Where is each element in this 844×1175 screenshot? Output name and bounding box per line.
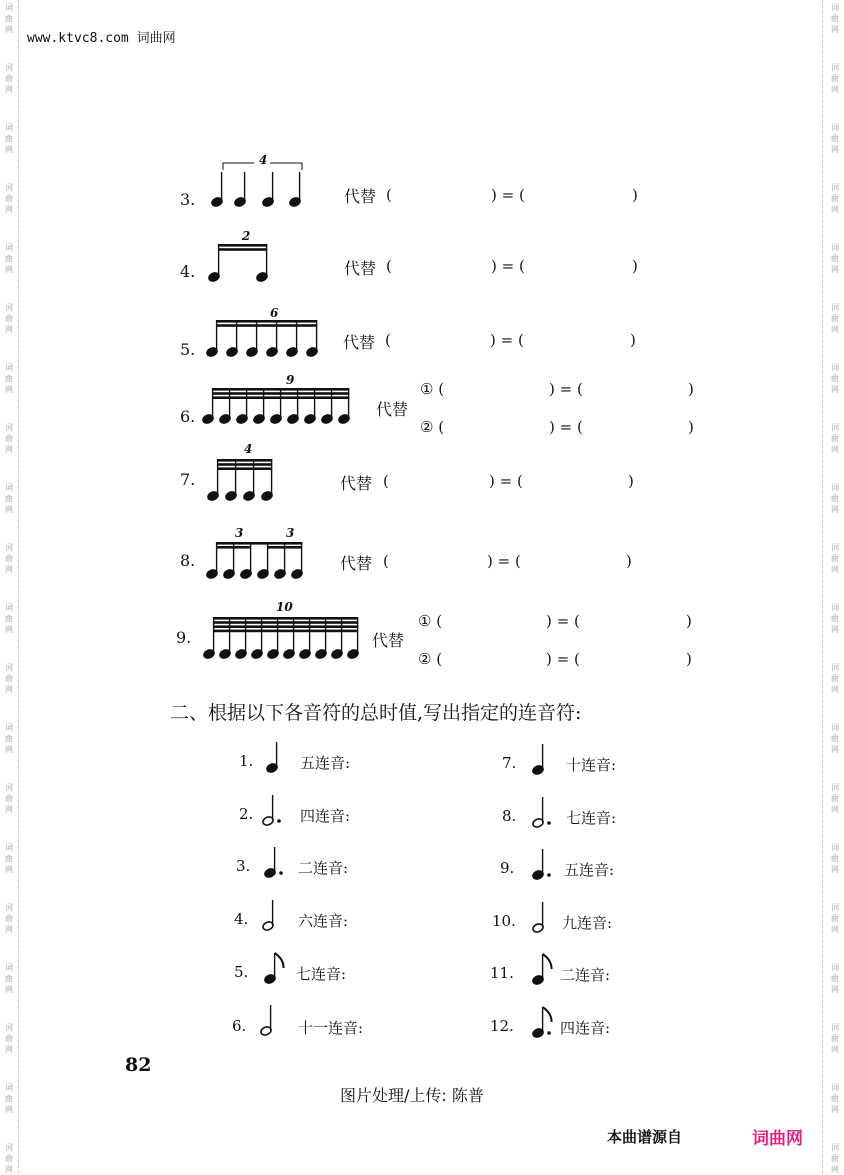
item-text: 四连音: bbox=[560, 1019, 611, 1037]
watermark-text: 词 曲 网 bbox=[5, 123, 13, 154]
note-beam bbox=[213, 621, 358, 624]
replace-label: 代替 bbox=[340, 554, 373, 573]
tuplet-number: 4 bbox=[244, 442, 253, 456]
watermark-text: 词 曲 网 bbox=[5, 63, 13, 94]
watermark-text: 词 曲 网 bbox=[831, 843, 839, 874]
watermark-text: 词 曲 网 bbox=[5, 663, 13, 694]
item-text: 十连音: bbox=[566, 756, 617, 774]
item-text: 十一连音: bbox=[298, 1019, 364, 1037]
note-beam bbox=[217, 463, 272, 466]
paren-close: ) bbox=[686, 650, 692, 668]
watermark-text: 词 曲 网 bbox=[831, 1083, 839, 1114]
note-beam bbox=[216, 546, 250, 549]
note-beam bbox=[213, 630, 358, 633]
paren-equals: ) = ( bbox=[491, 186, 525, 204]
watermark-text: 词 曲 网 bbox=[831, 723, 839, 754]
tuplet-number: 10 bbox=[276, 600, 293, 614]
watermark-text: 词 曲 网 bbox=[831, 63, 839, 94]
paren-open: ( bbox=[385, 331, 391, 349]
watermark-text: 词 曲 网 bbox=[831, 3, 839, 34]
paren-close: ) bbox=[686, 612, 692, 630]
watermark-text: 词 曲 网 bbox=[831, 183, 839, 214]
note-flag bbox=[543, 954, 552, 969]
row-number: 8. bbox=[180, 551, 196, 570]
item-number: 6. bbox=[232, 1017, 247, 1035]
watermark-text: 词 曲 网 bbox=[5, 243, 13, 274]
watermark-text: 词 曲 网 bbox=[831, 423, 839, 454]
watermark-text: 词 曲 网 bbox=[5, 963, 13, 994]
watermark-text: 词 曲 网 bbox=[831, 963, 839, 994]
replace-label: 代替 bbox=[344, 259, 377, 278]
paren-equals: ) = ( bbox=[549, 418, 583, 436]
paren-open: ① ( bbox=[418, 612, 443, 630]
note-beam bbox=[212, 392, 349, 395]
item-text: 九连音: bbox=[562, 914, 613, 932]
paren-equals: ) = ( bbox=[549, 380, 583, 398]
item-text: 四连音: bbox=[300, 807, 351, 825]
brand-logo-text: 词曲网 bbox=[752, 1129, 803, 1149]
note-dot bbox=[279, 871, 283, 875]
watermark-text: 词 曲 网 bbox=[5, 603, 13, 634]
watermark-text: 词 曲 网 bbox=[831, 363, 839, 394]
note-flag bbox=[275, 953, 284, 968]
item-text: 五连音: bbox=[300, 754, 351, 772]
note-dot bbox=[547, 873, 551, 877]
replace-label: 代替 bbox=[344, 187, 377, 206]
replace-label: 代替 bbox=[343, 333, 376, 352]
note-beam bbox=[216, 324, 317, 327]
item-number: 10. bbox=[492, 912, 516, 930]
paren-open: ( bbox=[386, 257, 392, 275]
note-beam bbox=[216, 542, 302, 545]
watermark-text: 词 曲 网 bbox=[5, 543, 13, 574]
row-number: 6. bbox=[180, 407, 196, 426]
paren-open: ① ( bbox=[420, 380, 445, 398]
watermark-text: 词 曲 网 bbox=[5, 1083, 13, 1114]
note-beam bbox=[213, 617, 358, 620]
tuplet-number: 2 bbox=[242, 229, 251, 243]
watermark-text: 词 曲 网 bbox=[5, 783, 13, 814]
watermark-text: 词 曲 网 bbox=[831, 903, 839, 934]
item-text: 二连音: bbox=[560, 966, 611, 984]
watermark-text: 词 曲 网 bbox=[831, 603, 839, 634]
watermark-text: 词 曲 网 bbox=[831, 663, 839, 694]
tuplet-number: 6 bbox=[270, 306, 279, 320]
replace-label: 代替 bbox=[340, 474, 373, 493]
paren-equals: ) = ( bbox=[546, 650, 580, 668]
item-number: 12. bbox=[490, 1017, 514, 1035]
note-beam bbox=[216, 320, 317, 323]
note-dot bbox=[277, 819, 281, 823]
row-number: 4. bbox=[180, 262, 196, 281]
note-beam bbox=[212, 388, 349, 391]
site-url: www.ktvc8.com 词曲网 bbox=[27, 31, 176, 46]
section-2-title: 二、根据以下各音符的总时值,写出指定的连音符: bbox=[170, 702, 582, 724]
watermark-text: 词 曲 网 bbox=[5, 483, 13, 514]
watermark-text: 词 曲 网 bbox=[831, 483, 839, 514]
note-beam bbox=[213, 625, 358, 628]
paren-close: ) bbox=[630, 331, 636, 349]
watermark-text: 词 曲 网 bbox=[5, 3, 13, 34]
watermark-text: 词 曲 网 bbox=[5, 903, 13, 934]
tuplet-bracket bbox=[270, 163, 302, 170]
watermark-text: 词 曲 网 bbox=[831, 123, 839, 154]
item-number: 2. bbox=[239, 805, 254, 823]
item-number: 5. bbox=[234, 963, 249, 981]
item-text: 二连音: bbox=[298, 859, 349, 877]
paren-equals: ) = ( bbox=[490, 331, 524, 349]
paren-equals: ) = ( bbox=[489, 472, 523, 490]
item-text: 六连音: bbox=[298, 912, 349, 930]
item-number: 4. bbox=[234, 910, 249, 928]
item-number: 1. bbox=[239, 752, 254, 770]
page-number: 82 bbox=[125, 1054, 152, 1076]
paren-close: ) bbox=[632, 186, 638, 204]
watermark-text: 词 曲 网 bbox=[831, 1023, 839, 1054]
note-beam bbox=[212, 396, 349, 399]
watermark-text: 词 曲 网 bbox=[831, 543, 839, 574]
note-beam bbox=[217, 467, 272, 470]
note-beam bbox=[217, 459, 272, 462]
tuplet-number: 4 bbox=[259, 153, 268, 167]
watermark-text: 词 曲 网 bbox=[831, 243, 839, 274]
source-label: 本曲谱源自 bbox=[607, 1128, 683, 1146]
paren-close: ) bbox=[688, 418, 694, 436]
note-dot bbox=[547, 821, 551, 825]
row-number: 9. bbox=[176, 628, 192, 647]
item-number: 7. bbox=[502, 754, 517, 772]
tuplet-number-2: 3 bbox=[286, 526, 295, 540]
watermark-text: 词 曲 网 bbox=[831, 783, 839, 814]
item-text: 七连音: bbox=[296, 965, 347, 983]
note-beam bbox=[218, 244, 267, 247]
paren-open: ( bbox=[383, 472, 389, 490]
watermark-text: 词 曲 网 bbox=[5, 1023, 13, 1054]
item-number: 3. bbox=[236, 857, 251, 875]
item-number: 9. bbox=[500, 859, 515, 877]
tuplet-bracket bbox=[223, 163, 254, 170]
paren-close: ) bbox=[626, 552, 632, 570]
watermark-text: 词 曲 网 bbox=[831, 303, 839, 334]
watermark-text: 词 曲 网 bbox=[5, 423, 13, 454]
note-dot bbox=[547, 1031, 551, 1035]
watermark-text: 词 曲 网 bbox=[5, 723, 13, 754]
tuplet-number: 9 bbox=[286, 373, 295, 387]
paren-equals: ) = ( bbox=[487, 552, 521, 570]
paren-open: ② ( bbox=[418, 650, 443, 668]
paren-equals: ) = ( bbox=[491, 257, 525, 275]
paren-open: ( bbox=[383, 552, 389, 570]
row-number: 3. bbox=[180, 190, 196, 209]
paren-equals: ) = ( bbox=[546, 612, 580, 630]
item-text: 七连音: bbox=[566, 809, 617, 827]
item-number: 8. bbox=[502, 807, 517, 825]
paren-open: ② ( bbox=[420, 418, 445, 436]
paren-close: ) bbox=[688, 380, 694, 398]
note-beam bbox=[267, 546, 301, 549]
watermark-text: 词 曲 网 bbox=[5, 843, 13, 874]
watermark-text: 词 曲 网 bbox=[5, 303, 13, 334]
item-number: 11. bbox=[490, 964, 514, 982]
paren-close: ) bbox=[632, 257, 638, 275]
credit-line: 图片处理/上传: 陈普 bbox=[340, 1086, 484, 1105]
row-number: 5. bbox=[180, 340, 196, 359]
watermark-text: 词 曲 网 bbox=[5, 363, 13, 394]
replace-label: 代替 bbox=[376, 400, 409, 419]
replace-label: 代替 bbox=[372, 631, 405, 650]
watermark-text: 词 曲 网 bbox=[5, 183, 13, 214]
note-flag bbox=[543, 1007, 552, 1022]
paren-close: ) bbox=[628, 472, 634, 490]
note-beam bbox=[218, 248, 267, 251]
tuplet-number: 3 bbox=[235, 526, 244, 540]
watermark-text: 词 曲 网 bbox=[5, 1143, 13, 1174]
item-text: 五连音: bbox=[564, 861, 615, 879]
watermark-text: 词 曲 网 bbox=[831, 1143, 839, 1174]
row-number: 7. bbox=[180, 470, 196, 489]
paren-open: ( bbox=[386, 186, 392, 204]
